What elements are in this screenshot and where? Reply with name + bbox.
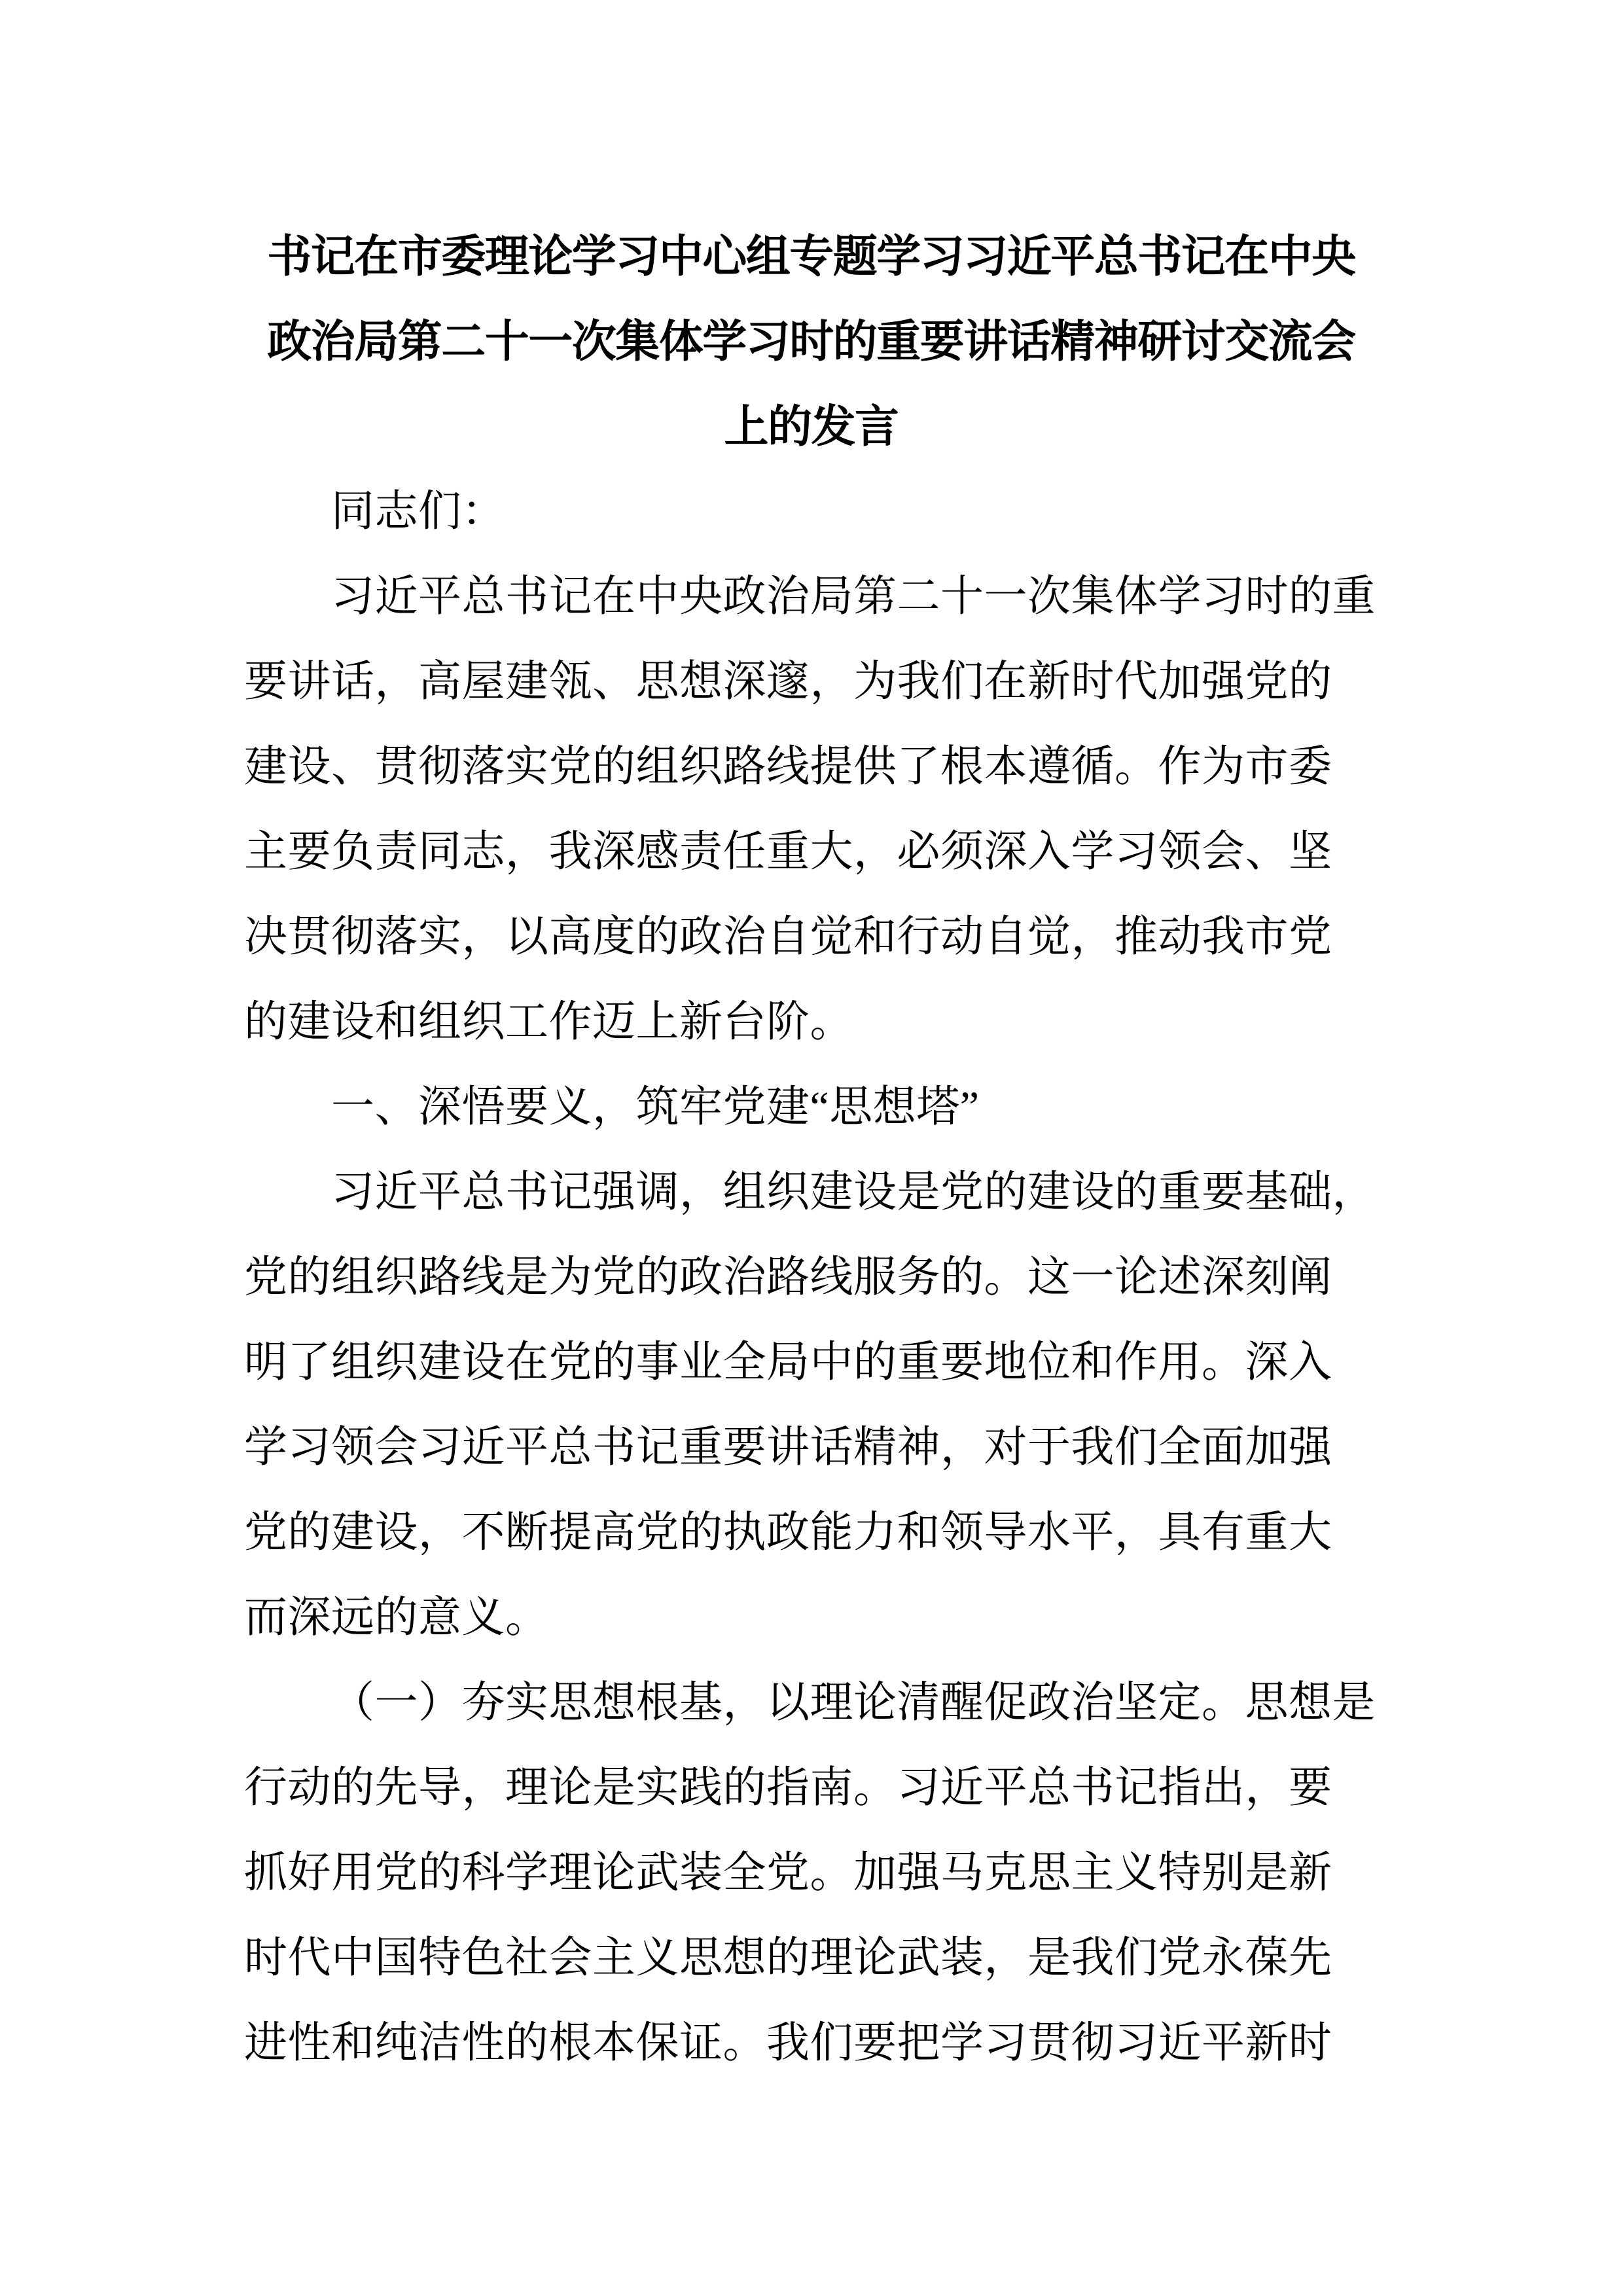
body-text-line: 习近平总书记强调，组织建设是党的建设的重要基础， [331, 1168, 1376, 1216]
text-block [244, 214, 1378, 2086]
body-text-line: 主要负责同志，我深感责任重大，必须深入学习领会、坚 [244, 828, 1332, 876]
body-text-line: 时代中国特色社会主义思想的理论武装，是我们党永葆先 [244, 1934, 1332, 1982]
title-line: 政治局第二十一次集体学习时的重要讲话精神研讨交流会 [267, 317, 1355, 367]
body-text-line: 决贯彻落实，以高度的政治自觉和行动自觉，推动我市党 [244, 913, 1332, 961]
body-text-line: 学习领会习近平总书记重要讲话精神，对于我们全面加强 [244, 1424, 1332, 1471]
document-title [244, 214, 1378, 469]
body-text-line: 要讲话，高屋建瓴、思想深邃，为我们在新时代加强党的 [244, 658, 1332, 706]
title-line: 书记在市委理论学习中心组专题学习习近平总书记在中央 [267, 232, 1355, 281]
body-text-line: 明了组织建设在党的事业全局中的重要地位和作用。深入 [244, 1338, 1332, 1386]
body-text-line: 习近平总书记在中央政治局第二十一次集体学习时的重 [331, 573, 1376, 620]
document-body [244, 469, 1378, 2086]
body-text-line: 而深远的意义。 [244, 1594, 549, 1641]
body-text-line: 进性和纯洁性的根本保证。我们要把学习贯彻习近平新时 [244, 2019, 1332, 2067]
body-text-line: 党的组织路线是为党的政治路线服务的。这一论述深刻阐 [244, 1253, 1332, 1301]
body-text-line: 建设、贯彻落实党的组织路线提供了根本遵循。作为市委 [244, 743, 1332, 791]
title-line: 上的发言 [724, 402, 899, 452]
body-text-line: （一）夯实思想根基，以理论清醒促政治坚定。思想是 [331, 1679, 1376, 1727]
body-text-line: 行动的先导，理论是实践的指南。习近平总书记指出，要 [244, 1764, 1332, 1812]
body-text-line: 的建设和组织工作迈上新台阶。 [244, 998, 853, 1046]
section-heading-line: 一、深悟要义，筑牢党建“思想塔” [331, 1083, 980, 1131]
body-text-line: 党的建设，不断提高党的执政能力和领导水平，具有重大 [244, 1509, 1332, 1556]
salutation-line: 同志们： [331, 488, 505, 535]
body-text-line: 抓好用党的科学理论武装全党。加强马克思主义特别是新 [244, 1849, 1332, 1897]
